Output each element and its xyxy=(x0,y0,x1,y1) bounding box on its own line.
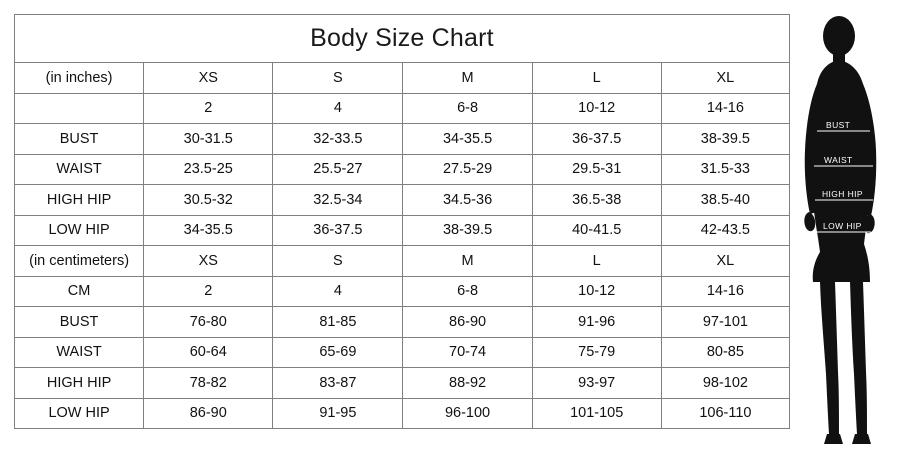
column-header: M xyxy=(403,246,532,277)
table-cell: 42-43.5 xyxy=(661,215,789,246)
table-cell: 38.5-40 xyxy=(661,185,789,216)
row-label: HIGH HIP xyxy=(15,185,144,216)
figure-label-high-hip: HIGH HIP xyxy=(822,189,863,199)
table-row xyxy=(15,215,790,246)
column-header: L xyxy=(532,246,661,277)
table-cell: 38-39.5 xyxy=(403,215,532,246)
table-cell: 32.5-34 xyxy=(273,185,403,216)
table-cell: 4 xyxy=(273,276,403,307)
table-cell: 98-102 xyxy=(661,368,789,399)
table-cell: 27.5-29 xyxy=(403,154,532,185)
table-row xyxy=(15,337,790,368)
figure-label-bust: BUST xyxy=(826,120,851,130)
row-label: CM xyxy=(15,276,144,307)
table-cell: 91-96 xyxy=(532,307,661,338)
column-header: S xyxy=(273,63,403,94)
column-header: M xyxy=(403,63,532,94)
column-header: XL xyxy=(661,63,789,94)
table-cell: 30-31.5 xyxy=(144,124,273,155)
table-cell: 83-87 xyxy=(273,368,403,399)
table-row xyxy=(15,368,790,399)
figure-label-low-hip: LOW HIP xyxy=(823,221,862,231)
row-label xyxy=(15,93,144,124)
table-header-row-centimeters xyxy=(15,246,790,277)
table-cell: 86-90 xyxy=(144,398,273,429)
table-row xyxy=(15,93,790,124)
table-cell: 6-8 xyxy=(403,276,532,307)
table-cell: 60-64 xyxy=(144,337,273,368)
table-row xyxy=(15,276,790,307)
table-row xyxy=(15,398,790,429)
row-label: WAIST xyxy=(15,154,144,185)
table-cell: 6-8 xyxy=(403,93,532,124)
body-silhouette-figure xyxy=(790,0,921,454)
table-cell: 88-92 xyxy=(403,368,532,399)
table-cell: 23.5-25 xyxy=(144,154,273,185)
table-cell: 76-80 xyxy=(144,307,273,338)
table-cell: 32-33.5 xyxy=(273,124,403,155)
table-cell: 91-95 xyxy=(273,398,403,429)
table-cell: 34-35.5 xyxy=(144,215,273,246)
row-label: LOW HIP xyxy=(15,398,144,429)
table-cell: 2 xyxy=(144,276,273,307)
table-cell: 78-82 xyxy=(144,368,273,399)
table-cell: 14-16 xyxy=(661,93,789,124)
table-cell: 40-41.5 xyxy=(532,215,661,246)
table-cell: 25.5-27 xyxy=(273,154,403,185)
table-row xyxy=(15,154,790,185)
row-label: BUST xyxy=(15,124,144,155)
chart-title-row xyxy=(14,14,790,62)
table-row xyxy=(15,307,790,338)
table-cell: 86-90 xyxy=(403,307,532,338)
column-header: (in centimeters) xyxy=(15,246,144,277)
column-header: XS xyxy=(144,63,273,94)
table-cell: 93-97 xyxy=(532,368,661,399)
row-label: LOW HIP xyxy=(15,215,144,246)
table-header-row-inches xyxy=(15,63,790,94)
row-label: WAIST xyxy=(15,337,144,368)
figure-label-waist: WAIST xyxy=(824,155,853,165)
size-chart-container xyxy=(14,14,790,442)
table-cell: 96-100 xyxy=(403,398,532,429)
table-row xyxy=(15,185,790,216)
table-cell: 10-12 xyxy=(532,93,661,124)
table-cell: 75-79 xyxy=(532,337,661,368)
table-cell: 29.5-31 xyxy=(532,154,661,185)
table-cell: 106-110 xyxy=(661,398,789,429)
table-cell: 4 xyxy=(273,93,403,124)
table-cell: 31.5-33 xyxy=(661,154,789,185)
table-cell: 36-37.5 xyxy=(532,124,661,155)
table-cell: 36.5-38 xyxy=(532,185,661,216)
table-cell: 38-39.5 xyxy=(661,124,789,155)
table-cell: 97-101 xyxy=(661,307,789,338)
size-table xyxy=(14,62,790,429)
table-cell: 34-35.5 xyxy=(403,124,532,155)
column-header: (in inches) xyxy=(15,63,144,94)
table-cell: 14-16 xyxy=(661,276,789,307)
table-cell: 65-69 xyxy=(273,337,403,368)
page-title: Body Size Chart xyxy=(310,24,494,52)
table-cell: 80-85 xyxy=(661,337,789,368)
column-header: L xyxy=(532,63,661,94)
column-header: XL xyxy=(661,246,789,277)
row-label: BUST xyxy=(15,307,144,338)
table-cell: 34.5-36 xyxy=(403,185,532,216)
table-cell: 70-74 xyxy=(403,337,532,368)
table-cell: 10-12 xyxy=(532,276,661,307)
table-cell: 2 xyxy=(144,93,273,124)
column-header: XS xyxy=(144,246,273,277)
table-cell: 101-105 xyxy=(532,398,661,429)
row-label: HIGH HIP xyxy=(15,368,144,399)
table-cell: 81-85 xyxy=(273,307,403,338)
table-row xyxy=(15,124,790,155)
table-cell: 30.5-32 xyxy=(144,185,273,216)
table-cell: 36-37.5 xyxy=(273,215,403,246)
column-header: S xyxy=(273,246,403,277)
